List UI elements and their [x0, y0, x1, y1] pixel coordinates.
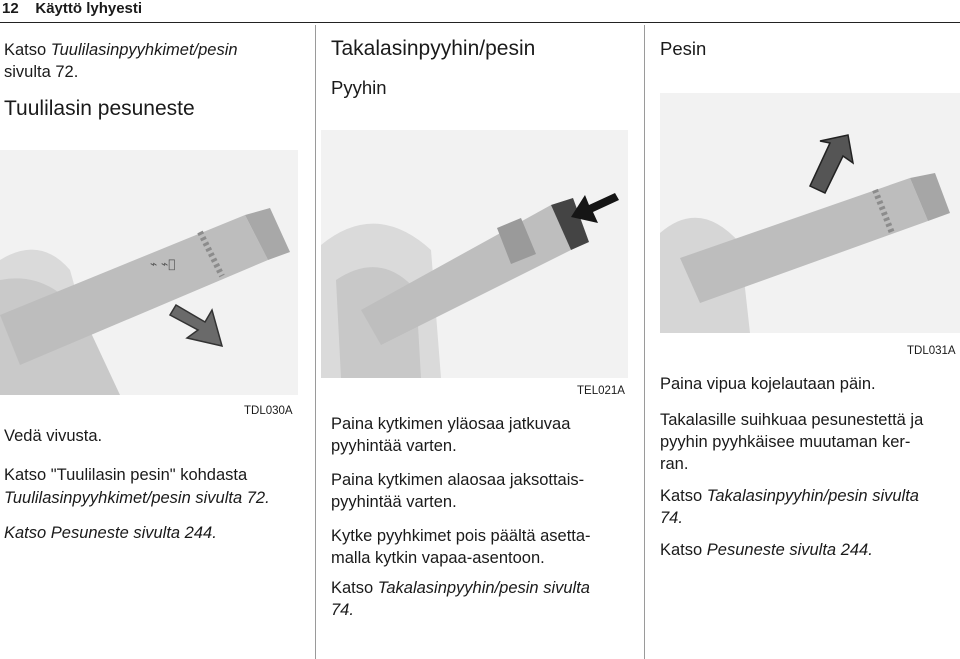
section-heading: Tuulilasin pesuneste [4, 97, 195, 120]
figure-label: TDL031A [907, 345, 956, 357]
link-ref[interactable]: Tuulilasinpyyhkimet/pesin [50, 41, 238, 59]
intro-text-line [4, 40, 238, 61]
figure-label: TDL030A [244, 405, 293, 417]
arrow-pull-icon [170, 305, 222, 346]
paragraph-line: Katso Takalasinpyyhin/pesin sivulta [331, 579, 590, 597]
paragraph-line: Takalasille suihkuaa pesunestettä ja [660, 411, 924, 429]
column-divider [644, 25, 645, 659]
italic-ref: 74. [660, 509, 683, 527]
italic-ref: Takalasinpyyhin/pesin sivulta [377, 579, 590, 597]
figure-rear-washer-lever [660, 93, 960, 333]
paragraph-line: malla kytkin vapaa-asentoon. [331, 549, 545, 567]
arrow-up-icon [810, 135, 853, 193]
paragraph-line: ran. [660, 455, 689, 473]
italic-ref: Katso Pesuneste sivulta 244. [4, 524, 217, 542]
intro-prefix: Katso [4, 41, 51, 59]
subheading: Pyyhin [331, 77, 387, 98]
paragraph-line: Katso Pesuneste sivulta 244. [660, 541, 873, 559]
page-header [0, 0, 960, 23]
paragraph-line [331, 600, 354, 621]
italic-ref: Takalasinpyyhin/pesin sivulta [706, 487, 919, 505]
paragraph: Vedä vivusta. [4, 427, 103, 445]
italic-ref: Pesuneste sivulta 244. [706, 541, 873, 559]
figure-windshield-washer-lever [0, 150, 298, 395]
paragraph-line: Paina kytkimen yläosaa jatkuvaa [331, 415, 571, 433]
paragraph: Paina vipua kojelautaan päin. [660, 375, 876, 393]
intro-text-line: sivulta 72. [4, 63, 79, 81]
italic-ref: 74. [331, 601, 354, 619]
section-heading: Pesin [660, 38, 707, 59]
paragraph-line: Katso "Tuulilasin pesin" kohdasta [4, 466, 248, 484]
paragraph-line: pyyhintää varten. [331, 493, 457, 511]
page-number-and-title [2, 0, 142, 17]
figure-rear-wiper-switch [321, 130, 628, 378]
paragraph-line [4, 488, 270, 509]
paragraph-line: pyyhintää varten. [331, 437, 457, 455]
paragraph-line: Kytke pyyhkimet pois päältä asetta- [331, 527, 591, 545]
italic-ref: Tuulilasinpyyhkimet/pesin sivulta 72. [4, 489, 270, 507]
paragraph-line [4, 523, 217, 544]
paragraph-line: Paina kytkimen alaosaa jaksottais- [331, 471, 585, 489]
figure-label: TEL021A [577, 385, 625, 397]
column-divider [315, 25, 316, 659]
page-title: Käyttö lyhyesti [35, 0, 143, 17]
paragraph-line: pyyhin pyyhkäisee muutaman ker- [660, 433, 911, 451]
paragraph-line: Katso Takalasinpyyhin/pesin sivulta [660, 487, 919, 505]
paragraph-line [660, 508, 683, 529]
page-number: 12 [2, 0, 19, 17]
svg-text:⌁ ⌁⃞: ⌁ ⌁⃞ [150, 257, 176, 271]
arrow-push-icon [571, 193, 619, 223]
section-heading: Takalasinpyyhin/pesin [331, 37, 536, 60]
